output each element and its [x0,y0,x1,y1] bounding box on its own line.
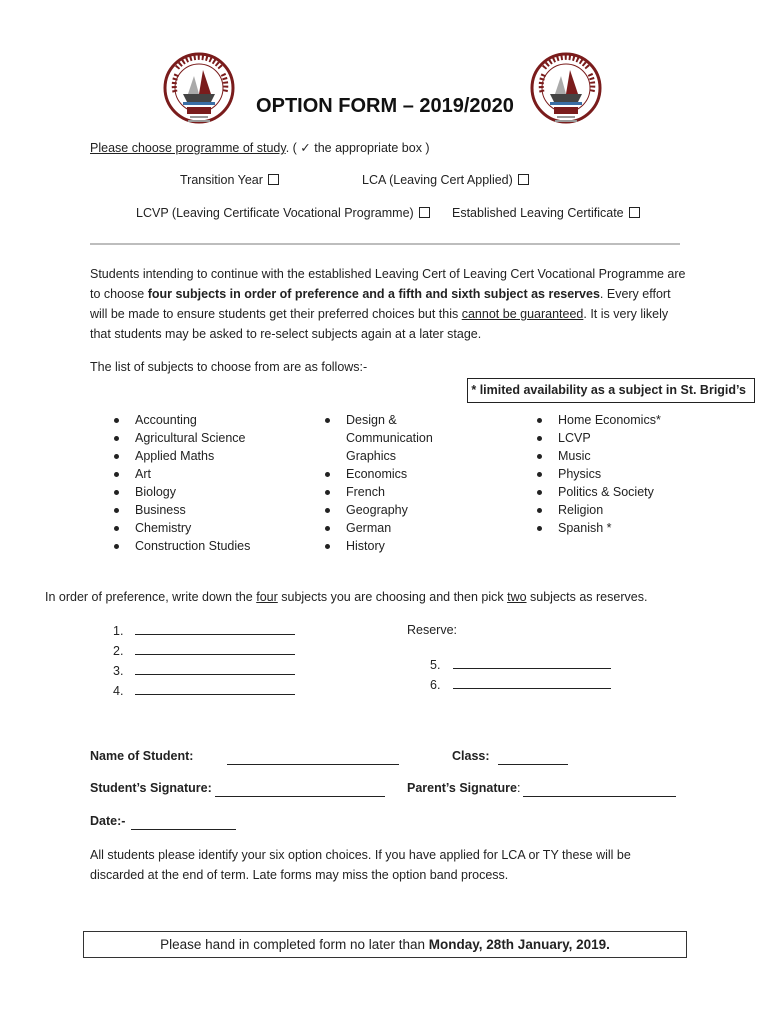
parent-signature-label-group [407,781,520,795]
preference-number: 3. [113,664,124,678]
list-item: Spanish * [534,519,661,537]
intro-text-b: . Every effort will be made to ensure students get their preferred choices but this [90,287,671,321]
intro-text-a: Students intending to continue with the established Leaving Cert of Leaving Cert Vocational Programme are to choose [90,267,686,301]
option-transition-year[interactable] [180,173,279,187]
preference-line-2 [113,641,295,661]
list-item: History [322,537,452,555]
option-lca-label: LCA (Leaving Cert Applied) [362,173,513,187]
student-signature-field[interactable] [215,784,385,797]
lca-checkbox[interactable] [518,174,529,185]
preference-number: 1. [113,624,124,638]
reserve-number: 6. [430,678,441,692]
preference-number: 2. [113,644,124,658]
preference-line-1 [113,621,295,641]
reserve-5-field[interactable] [453,656,611,669]
reserve-6-field[interactable] [453,676,611,689]
list-item: Physics [534,465,661,483]
student-signature-label: Student’s Signature: [90,781,212,795]
pref-text-two: two [507,590,527,604]
class-label: Class: [452,749,490,763]
list-item: Chemistry [111,519,250,537]
parent-signature-colon: : [517,781,521,795]
preference-4-field[interactable] [135,682,295,695]
list-item: Economics [322,465,452,483]
intro-text-underline: cannot be guaranteed [461,307,584,321]
subject-list-intro: The list of subjects to choose from are as follows:- [90,360,368,374]
preference-line-3 [113,661,295,681]
reserve-lines [430,655,611,695]
option-transition-year-label: Transition Year [180,173,263,187]
list-item: German [322,519,452,537]
option-established-label: Established Leaving Certificate [452,206,624,220]
list-item: Music [534,447,661,465]
preference-number: 4. [113,684,124,698]
list-item: Applied Maths [111,447,250,465]
intro-text-bold: four subjects in order of preference and a fifth and sixth subject as reserves [147,287,600,301]
list-item: Biology [111,483,250,501]
list-item: Design & Communication Graphics [322,411,442,465]
list-item: French [322,483,452,501]
pref-text-a: In order of preference, write down the [45,590,257,604]
list-item: Home Economics* [534,411,661,429]
reserve-label: Reserve: [407,623,458,637]
preference-line-4 [113,681,295,701]
pref-text-c: subjects as reserves. [526,590,648,604]
intro-text-c: . It is very likely that students may be asked to re-select subjects again at a later stage. [90,307,669,341]
preference-2-field[interactable] [135,642,295,655]
deadline-box [83,931,687,958]
preference-lines [113,621,295,701]
date-field[interactable] [131,817,236,830]
list-item: Geography [322,501,452,519]
date-label: Date:- [90,814,126,828]
preference-3-field[interactable] [135,662,295,675]
school-crest-right [530,52,602,130]
preference-1-field[interactable] [135,622,295,635]
student-name-field[interactable] [227,752,399,765]
pref-text-four: four [256,590,278,604]
list-item: Business [111,501,250,519]
list-item: LCVP [534,429,661,447]
pref-text-b: subjects you are choosing and then pick [277,590,508,604]
programme-instruction-label: Please choose programme of study [90,141,286,155]
reserve-line-6 [430,675,611,695]
form-title: OPTION FORM – 2019/2020 [256,95,514,117]
established-checkbox[interactable] [629,207,640,218]
programme-instruction [90,140,430,155]
list-item: Art [111,465,250,483]
option-lca[interactable] [362,173,529,187]
footer-note: All students please identify your six option choices. If you have applied for LCA or TY these will be discarded at the end of term. Late forms may miss the option band process. [90,848,631,882]
limited-availability-note: * limited availability as a subject in St. Brigid’s [467,378,755,403]
transition-year-checkbox[interactable] [268,174,279,185]
reserve-line-5 [430,655,611,675]
programme-instruction-tail: . ( ✓ the appropriate box ) [285,141,430,155]
option-established[interactable] [452,206,640,220]
divider [90,243,680,245]
preference-instruction [45,590,647,604]
reserve-number: 5. [430,658,441,672]
subject-list-col1 [111,411,250,555]
option-lcvp[interactable] [136,206,430,220]
student-name-label: Name of Student: [90,749,194,763]
deadline-prefix: Please hand in completed form no later than [160,937,429,952]
subject-list-col3 [534,411,661,537]
list-item: Construction Studies [111,537,250,555]
parent-signature-label: Parent’s Signature [407,781,517,795]
intro-paragraph [90,264,690,344]
list-item: Accounting [111,411,250,429]
class-field[interactable] [498,752,568,765]
option-lcvp-label: LCVP (Leaving Certificate Vocational Programme) [136,206,414,220]
subject-list-col2 [322,411,452,555]
parent-signature-field[interactable] [523,784,676,797]
list-item: Agricultural Science [111,429,250,447]
list-item: Politics & Society [534,483,661,501]
deadline-date: Monday, 28th January, 2019. [428,937,610,952]
lcvp-checkbox[interactable] [419,207,430,218]
school-crest-left [163,52,235,130]
list-item: Religion [534,501,661,519]
